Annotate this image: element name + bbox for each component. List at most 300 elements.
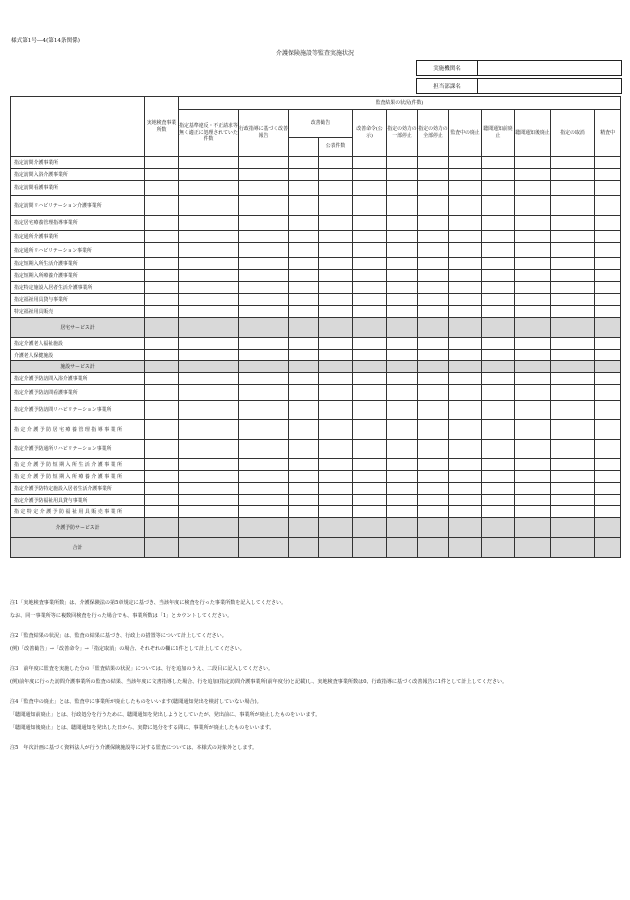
count-cell[interactable] <box>179 168 239 180</box>
count-cell[interactable] <box>515 420 551 439</box>
count-cell[interactable] <box>289 317 319 337</box>
count-cell[interactable] <box>289 157 319 169</box>
count-cell[interactable] <box>418 157 449 169</box>
count-cell[interactable] <box>482 242 515 257</box>
count-cell[interactable] <box>595 242 621 257</box>
count-cell[interactable] <box>145 168 179 180</box>
count-cell[interactable] <box>179 215 239 230</box>
count-cell[interactable] <box>387 270 418 282</box>
count-cell[interactable] <box>353 282 387 294</box>
count-cell[interactable] <box>482 168 515 180</box>
count-cell[interactable] <box>319 168 353 180</box>
count-cell[interactable] <box>145 538 179 558</box>
count-cell[interactable] <box>482 180 515 195</box>
count-cell[interactable] <box>387 305 418 317</box>
count-cell[interactable] <box>145 385 179 400</box>
count-cell[interactable] <box>289 420 319 439</box>
count-cell[interactable] <box>551 420 595 439</box>
count-cell[interactable] <box>551 157 595 169</box>
count-cell[interactable] <box>289 538 319 558</box>
count-cell[interactable] <box>145 458 179 470</box>
count-cell[interactable] <box>353 168 387 180</box>
implementing-agency-field[interactable] <box>478 61 622 76</box>
count-cell[interactable] <box>418 538 449 558</box>
count-cell[interactable] <box>239 385 289 400</box>
count-cell[interactable] <box>239 518 289 538</box>
count-cell[interactable] <box>289 180 319 195</box>
count-cell[interactable] <box>482 482 515 494</box>
count-cell[interactable] <box>515 470 551 482</box>
count-cell[interactable] <box>239 157 289 169</box>
count-cell[interactable] <box>145 230 179 242</box>
count-cell[interactable] <box>482 538 515 558</box>
count-cell[interactable] <box>515 518 551 538</box>
count-cell[interactable] <box>515 305 551 317</box>
count-cell[interactable] <box>239 230 289 242</box>
count-cell[interactable] <box>145 506 179 518</box>
count-cell[interactable] <box>179 400 239 419</box>
department-field[interactable] <box>478 79 622 94</box>
count-cell[interactable] <box>551 518 595 538</box>
count-cell[interactable] <box>449 538 482 558</box>
count-cell[interactable] <box>551 385 595 400</box>
count-cell[interactable] <box>289 282 319 294</box>
count-cell[interactable] <box>418 215 449 230</box>
count-cell[interactable] <box>145 305 179 317</box>
count-cell[interactable] <box>595 361 621 373</box>
count-cell[interactable] <box>179 282 239 294</box>
count-cell[interactable] <box>551 400 595 419</box>
count-cell[interactable] <box>482 293 515 305</box>
count-cell[interactable] <box>387 293 418 305</box>
count-cell[interactable] <box>482 215 515 230</box>
count-cell[interactable] <box>239 305 289 317</box>
count-cell[interactable] <box>595 258 621 270</box>
count-cell[interactable] <box>418 439 449 458</box>
count-cell[interactable] <box>239 215 289 230</box>
count-cell[interactable] <box>449 293 482 305</box>
count-cell[interactable] <box>551 373 595 385</box>
count-cell[interactable] <box>515 494 551 506</box>
count-cell[interactable] <box>418 230 449 242</box>
count-cell[interactable] <box>595 482 621 494</box>
count-cell[interactable] <box>515 439 551 458</box>
count-cell[interactable] <box>551 538 595 558</box>
count-cell[interactable] <box>387 242 418 257</box>
count-cell[interactable] <box>239 361 289 373</box>
count-cell[interactable] <box>289 270 319 282</box>
count-cell[interactable] <box>482 506 515 518</box>
count-cell[interactable] <box>289 215 319 230</box>
count-cell[interactable] <box>418 349 449 361</box>
count-cell[interactable] <box>387 518 418 538</box>
count-cell[interactable] <box>353 180 387 195</box>
count-cell[interactable] <box>145 518 179 538</box>
count-cell[interactable] <box>515 258 551 270</box>
count-cell[interactable] <box>551 242 595 257</box>
count-cell[interactable] <box>482 518 515 538</box>
count-cell[interactable] <box>595 439 621 458</box>
count-cell[interactable] <box>353 458 387 470</box>
count-cell[interactable] <box>387 215 418 230</box>
count-cell[interactable] <box>418 518 449 538</box>
count-cell[interactable] <box>319 518 353 538</box>
count-cell[interactable] <box>515 157 551 169</box>
count-cell[interactable] <box>353 157 387 169</box>
count-cell[interactable] <box>179 385 239 400</box>
count-cell[interactable] <box>551 361 595 373</box>
count-cell[interactable] <box>239 506 289 518</box>
count-cell[interactable] <box>515 349 551 361</box>
count-cell[interactable] <box>449 337 482 349</box>
count-cell[interactable] <box>387 538 418 558</box>
count-cell[interactable] <box>449 215 482 230</box>
count-cell[interactable] <box>482 258 515 270</box>
count-cell[interactable] <box>239 293 289 305</box>
count-cell[interactable] <box>418 420 449 439</box>
count-cell[interactable] <box>449 373 482 385</box>
count-cell[interactable] <box>179 439 239 458</box>
count-cell[interactable] <box>551 180 595 195</box>
count-cell[interactable] <box>482 420 515 439</box>
count-cell[interactable] <box>449 420 482 439</box>
count-cell[interactable] <box>551 293 595 305</box>
count-cell[interactable] <box>239 458 289 470</box>
count-cell[interactable] <box>179 373 239 385</box>
count-cell[interactable] <box>449 470 482 482</box>
count-cell[interactable] <box>551 270 595 282</box>
count-cell[interactable] <box>179 538 239 558</box>
count-cell[interactable] <box>289 361 319 373</box>
count-cell[interactable] <box>353 230 387 242</box>
count-cell[interactable] <box>289 196 319 215</box>
count-cell[interactable] <box>515 317 551 337</box>
count-cell[interactable] <box>239 337 289 349</box>
count-cell[interactable] <box>289 506 319 518</box>
count-cell[interactable] <box>387 385 418 400</box>
count-cell[interactable] <box>145 349 179 361</box>
count-cell[interactable] <box>449 458 482 470</box>
count-cell[interactable] <box>145 180 179 195</box>
count-cell[interactable] <box>418 385 449 400</box>
count-cell[interactable] <box>289 458 319 470</box>
count-cell[interactable] <box>387 482 418 494</box>
count-cell[interactable] <box>353 337 387 349</box>
count-cell[interactable] <box>145 494 179 506</box>
count-cell[interactable] <box>353 400 387 419</box>
count-cell[interactable] <box>551 506 595 518</box>
count-cell[interactable] <box>387 168 418 180</box>
count-cell[interactable] <box>449 305 482 317</box>
count-cell[interactable] <box>515 506 551 518</box>
count-cell[interactable] <box>551 215 595 230</box>
count-cell[interactable] <box>239 242 289 257</box>
count-cell[interactable] <box>595 400 621 419</box>
count-cell[interactable] <box>595 230 621 242</box>
count-cell[interactable] <box>319 180 353 195</box>
count-cell[interactable] <box>145 196 179 215</box>
count-cell[interactable] <box>482 305 515 317</box>
count-cell[interactable] <box>145 361 179 373</box>
count-cell[interactable] <box>239 420 289 439</box>
count-cell[interactable] <box>289 242 319 257</box>
count-cell[interactable] <box>515 196 551 215</box>
count-cell[interactable] <box>551 258 595 270</box>
count-cell[interactable] <box>353 196 387 215</box>
count-cell[interactable] <box>145 470 179 482</box>
count-cell[interactable] <box>595 494 621 506</box>
count-cell[interactable] <box>387 361 418 373</box>
count-cell[interactable] <box>482 196 515 215</box>
count-cell[interactable] <box>551 305 595 317</box>
count-cell[interactable] <box>515 180 551 195</box>
count-cell[interactable] <box>179 270 239 282</box>
count-cell[interactable] <box>353 482 387 494</box>
count-cell[interactable] <box>595 506 621 518</box>
count-cell[interactable] <box>179 420 239 439</box>
count-cell[interactable] <box>353 270 387 282</box>
count-cell[interactable] <box>449 361 482 373</box>
count-cell[interactable] <box>239 180 289 195</box>
count-cell[interactable] <box>515 270 551 282</box>
count-cell[interactable] <box>482 458 515 470</box>
count-cell[interactable] <box>353 518 387 538</box>
count-cell[interactable] <box>179 196 239 215</box>
count-cell[interactable] <box>449 400 482 419</box>
count-cell[interactable] <box>449 157 482 169</box>
count-cell[interactable] <box>239 482 289 494</box>
count-cell[interactable] <box>319 506 353 518</box>
count-cell[interactable] <box>319 420 353 439</box>
count-cell[interactable] <box>595 215 621 230</box>
count-cell[interactable] <box>449 518 482 538</box>
count-cell[interactable] <box>239 349 289 361</box>
count-cell[interactable] <box>482 373 515 385</box>
count-cell[interactable] <box>551 482 595 494</box>
count-cell[interactable] <box>387 317 418 337</box>
count-cell[interactable] <box>418 270 449 282</box>
count-cell[interactable] <box>319 482 353 494</box>
count-cell[interactable] <box>289 439 319 458</box>
count-cell[interactable] <box>179 317 239 337</box>
count-cell[interactable] <box>179 361 239 373</box>
count-cell[interactable] <box>515 538 551 558</box>
count-cell[interactable] <box>319 470 353 482</box>
count-cell[interactable] <box>319 282 353 294</box>
count-cell[interactable] <box>551 196 595 215</box>
count-cell[interactable] <box>482 470 515 482</box>
count-cell[interactable] <box>353 361 387 373</box>
count-cell[interactable] <box>319 349 353 361</box>
count-cell[interactable] <box>449 385 482 400</box>
count-cell[interactable] <box>353 305 387 317</box>
count-cell[interactable] <box>319 258 353 270</box>
count-cell[interactable] <box>449 282 482 294</box>
count-cell[interactable] <box>551 282 595 294</box>
count-cell[interactable] <box>551 439 595 458</box>
count-cell[interactable] <box>595 168 621 180</box>
count-cell[interactable] <box>449 270 482 282</box>
count-cell[interactable] <box>289 385 319 400</box>
count-cell[interactable] <box>319 157 353 169</box>
count-cell[interactable] <box>595 317 621 337</box>
count-cell[interactable] <box>515 282 551 294</box>
count-cell[interactable] <box>387 420 418 439</box>
count-cell[interactable] <box>179 349 239 361</box>
count-cell[interactable] <box>239 282 289 294</box>
count-cell[interactable] <box>482 230 515 242</box>
count-cell[interactable] <box>551 458 595 470</box>
count-cell[interactable] <box>239 470 289 482</box>
count-cell[interactable] <box>319 293 353 305</box>
count-cell[interactable] <box>449 439 482 458</box>
count-cell[interactable] <box>595 157 621 169</box>
count-cell[interactable] <box>387 373 418 385</box>
count-cell[interactable] <box>418 180 449 195</box>
count-cell[interactable] <box>145 439 179 458</box>
count-cell[interactable] <box>179 518 239 538</box>
count-cell[interactable] <box>319 242 353 257</box>
count-cell[interactable] <box>449 482 482 494</box>
count-cell[interactable] <box>515 337 551 349</box>
count-cell[interactable] <box>418 282 449 294</box>
count-cell[interactable] <box>387 400 418 419</box>
count-cell[interactable] <box>418 470 449 482</box>
count-cell[interactable] <box>145 373 179 385</box>
count-cell[interactable] <box>353 506 387 518</box>
count-cell[interactable] <box>515 482 551 494</box>
count-cell[interactable] <box>387 157 418 169</box>
count-cell[interactable] <box>595 420 621 439</box>
count-cell[interactable] <box>289 168 319 180</box>
count-cell[interactable] <box>515 293 551 305</box>
count-cell[interactable] <box>239 168 289 180</box>
count-cell[interactable] <box>145 215 179 230</box>
count-cell[interactable] <box>145 400 179 419</box>
count-cell[interactable] <box>482 385 515 400</box>
count-cell[interactable] <box>353 470 387 482</box>
count-cell[interactable] <box>515 215 551 230</box>
count-cell[interactable] <box>179 258 239 270</box>
count-cell[interactable] <box>387 439 418 458</box>
count-cell[interactable] <box>482 439 515 458</box>
count-cell[interactable] <box>551 494 595 506</box>
count-cell[interactable] <box>482 494 515 506</box>
count-cell[interactable] <box>353 242 387 257</box>
count-cell[interactable] <box>179 506 239 518</box>
count-cell[interactable] <box>515 458 551 470</box>
count-cell[interactable] <box>595 180 621 195</box>
count-cell[interactable] <box>145 420 179 439</box>
count-cell[interactable] <box>239 258 289 270</box>
count-cell[interactable] <box>551 317 595 337</box>
count-cell[interactable] <box>595 270 621 282</box>
count-cell[interactable] <box>179 337 239 349</box>
count-cell[interactable] <box>289 293 319 305</box>
count-cell[interactable] <box>353 293 387 305</box>
count-cell[interactable] <box>319 400 353 419</box>
count-cell[interactable] <box>595 196 621 215</box>
count-cell[interactable] <box>418 361 449 373</box>
count-cell[interactable] <box>239 373 289 385</box>
count-cell[interactable] <box>319 196 353 215</box>
count-cell[interactable] <box>449 180 482 195</box>
count-cell[interactable] <box>482 361 515 373</box>
count-cell[interactable] <box>595 538 621 558</box>
count-cell[interactable] <box>353 373 387 385</box>
count-cell[interactable] <box>145 270 179 282</box>
count-cell[interactable] <box>319 373 353 385</box>
count-cell[interactable] <box>418 482 449 494</box>
count-cell[interactable] <box>319 230 353 242</box>
count-cell[interactable] <box>289 349 319 361</box>
count-cell[interactable] <box>289 305 319 317</box>
count-cell[interactable] <box>449 494 482 506</box>
count-cell[interactable] <box>145 317 179 337</box>
count-cell[interactable] <box>289 373 319 385</box>
count-cell[interactable] <box>418 458 449 470</box>
count-cell[interactable] <box>179 293 239 305</box>
count-cell[interactable] <box>595 305 621 317</box>
count-cell[interactable] <box>353 258 387 270</box>
count-cell[interactable] <box>387 458 418 470</box>
count-cell[interactable] <box>449 196 482 215</box>
count-cell[interactable] <box>289 470 319 482</box>
count-cell[interactable] <box>449 317 482 337</box>
count-cell[interactable] <box>418 305 449 317</box>
count-cell[interactable] <box>515 400 551 419</box>
count-cell[interactable] <box>418 168 449 180</box>
count-cell[interactable] <box>319 305 353 317</box>
count-cell[interactable] <box>145 282 179 294</box>
count-cell[interactable] <box>179 305 239 317</box>
count-cell[interactable] <box>449 230 482 242</box>
count-cell[interactable] <box>239 400 289 419</box>
count-cell[interactable] <box>595 337 621 349</box>
count-cell[interactable] <box>145 242 179 257</box>
count-cell[interactable] <box>595 385 621 400</box>
count-cell[interactable] <box>353 494 387 506</box>
count-cell[interactable] <box>239 494 289 506</box>
count-cell[interactable] <box>289 494 319 506</box>
count-cell[interactable] <box>418 373 449 385</box>
count-cell[interactable] <box>387 230 418 242</box>
count-cell[interactable] <box>515 361 551 373</box>
count-cell[interactable] <box>353 215 387 230</box>
count-cell[interactable] <box>418 337 449 349</box>
count-cell[interactable] <box>353 349 387 361</box>
count-cell[interactable] <box>319 337 353 349</box>
count-cell[interactable] <box>239 270 289 282</box>
count-cell[interactable] <box>387 196 418 215</box>
count-cell[interactable] <box>595 518 621 538</box>
count-cell[interactable] <box>482 157 515 169</box>
count-cell[interactable] <box>387 494 418 506</box>
count-cell[interactable] <box>319 317 353 337</box>
count-cell[interactable] <box>179 157 239 169</box>
count-cell[interactable] <box>319 439 353 458</box>
count-cell[interactable] <box>595 373 621 385</box>
count-cell[interactable] <box>595 282 621 294</box>
count-cell[interactable] <box>515 168 551 180</box>
count-cell[interactable] <box>595 293 621 305</box>
count-cell[interactable] <box>418 494 449 506</box>
count-cell[interactable] <box>551 470 595 482</box>
count-cell[interactable] <box>482 349 515 361</box>
count-cell[interactable] <box>551 349 595 361</box>
count-cell[interactable] <box>482 270 515 282</box>
count-cell[interactable] <box>289 400 319 419</box>
